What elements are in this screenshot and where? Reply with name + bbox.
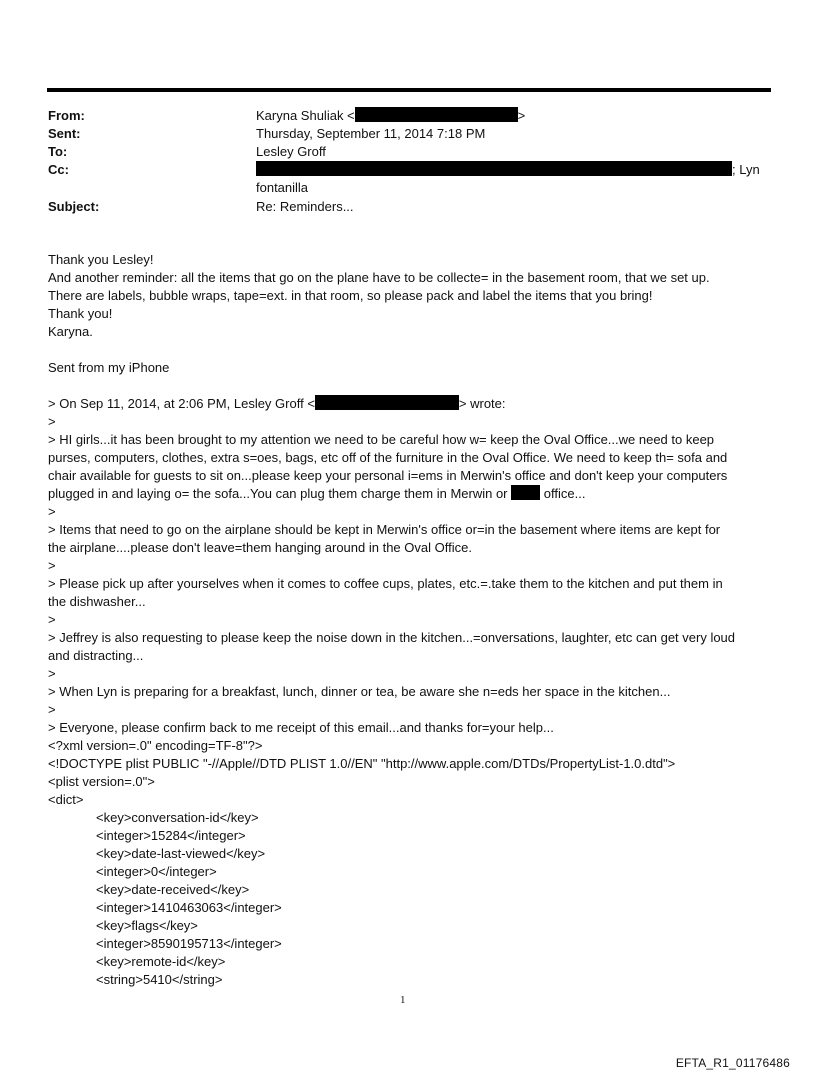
redaction-box (315, 395, 459, 410)
quoted-line: > (48, 414, 56, 429)
from-value (256, 107, 525, 125)
quoted-line: > HI girls...it has been brought to my attention we need to be careful how w= keep the Oval Office...we need to keep (48, 432, 715, 447)
subject-value: Re: Reminders... (256, 199, 354, 214)
xml-line: <key>remote-id</key> (96, 954, 226, 969)
quoted-line: > (48, 666, 56, 681)
quoted-line: > Please pick up after yourselves when it comes to coffee cups, plates, etc.=.take them to the kitchen and put them in (48, 576, 723, 591)
xml-line: <key>flags</key> (96, 918, 198, 933)
cc-tail: ; Lyn (732, 162, 760, 177)
body-line: Sent from my iPhone (48, 360, 170, 375)
quote-header-text-end: > wrote: (458, 396, 506, 411)
to-value: Lesley Groff (256, 144, 326, 159)
quoted-line: > Jeffrey is also requesting to please keep the noise down in the kitchen...=onversations, laughter, etc can get very loud (48, 630, 736, 645)
xml-line: <key>conversation-id</key> (96, 810, 259, 825)
quoted-line: > (48, 612, 56, 627)
sent-label: Sent: (48, 126, 81, 141)
xml-line: <integer>15284</integer> (96, 828, 246, 843)
quoted-line (48, 395, 506, 413)
from-close: > (517, 108, 526, 123)
to-label: To: (48, 144, 68, 159)
cc-value (256, 161, 760, 179)
quoted-text-end: office... (543, 486, 586, 501)
xml-line: <key>date-last-viewed</key> (96, 846, 266, 861)
redaction-box (511, 485, 540, 500)
xml-line: <integer>1410463063</integer> (96, 900, 282, 915)
quoted-line: > (48, 702, 56, 717)
header-rule (47, 88, 771, 92)
cc-value-line2: fontanilla (256, 180, 309, 195)
xml-line: <key>date-received</key> (96, 882, 250, 897)
quoted-line: > Items that need to go on the airplane should be kept in Merwin's office or=in the basement where items are kept for (48, 522, 721, 537)
quoted-line: > Everyone, please confirm back to me receipt of this email...and thanks for=your help... (48, 720, 554, 735)
from-label: From: (48, 108, 85, 123)
xml-line: <integer>8590195713</integer> (96, 936, 282, 951)
body-line: Karyna. (48, 324, 93, 339)
redaction-box (256, 161, 732, 176)
sent-value: Thursday, September 11, 2014 7:18 PM (256, 126, 486, 141)
quoted-text: plugged in and laying o= the sofa...You can plug them charge them in Merwin or (48, 486, 508, 501)
document-id: EFTA_R1_01176486 (675, 1056, 790, 1070)
xml-line: <dict> (48, 792, 84, 807)
xml-line: <string>5410</string> (96, 972, 223, 987)
xml-line: <integer>0</integer> (96, 864, 217, 879)
xml-line: <?xml version=.0" encoding=TF-8"?> (48, 738, 263, 753)
quoted-line: purses, computers, clothes, extra s=oes, bags, etc off of the furniture in the Oval Office. We need to keep th= sofa and (48, 450, 728, 465)
body-line: And another reminder: all the items that go on the plane have to be collecte= in the basement room, that we set up. (48, 270, 710, 285)
from-name: Karyna Shuliak < (256, 108, 355, 123)
quoted-line: > When Lyn is preparing for a breakfast, lunch, dinner or tea, be aware she n=eds her space in the kitchen... (48, 684, 671, 699)
quoted-line: > (48, 504, 56, 519)
quoted-line: the airplane....please don't leave=them hanging around in the Oval Office. (48, 540, 472, 555)
quoted-line (48, 485, 585, 503)
quoted-line: and distracting... (48, 648, 144, 663)
body-line: Thank you Lesley! (48, 252, 154, 267)
body-line: There are labels, bubble wraps, tape=ext. in that room, so please pack and label the items that you bring! (48, 288, 653, 303)
cc-label: Cc: (48, 162, 69, 177)
body-line: Thank you! (48, 306, 113, 321)
page-number: 1 (400, 994, 406, 1006)
xml-line: <!DOCTYPE plist PUBLIC "-//Apple//DTD PLIST 1.0//EN" "http://www.apple.com/DTDs/PropertyList-1.0.dtd"> (48, 756, 676, 771)
quote-header-text: > On Sep 11, 2014, at 2:06 PM, Lesley Groff < (48, 396, 315, 411)
quoted-line: the dishwasher... (48, 594, 146, 609)
quoted-line: chair available for guests to sit on...please keep your personal i=ems in Merwin's office and don't keep your computers (48, 468, 728, 483)
xml-line: <plist version=.0"> (48, 774, 155, 789)
redaction-box (355, 107, 518, 122)
subject-label: Subject: (48, 199, 100, 214)
quoted-line: > (48, 558, 56, 573)
